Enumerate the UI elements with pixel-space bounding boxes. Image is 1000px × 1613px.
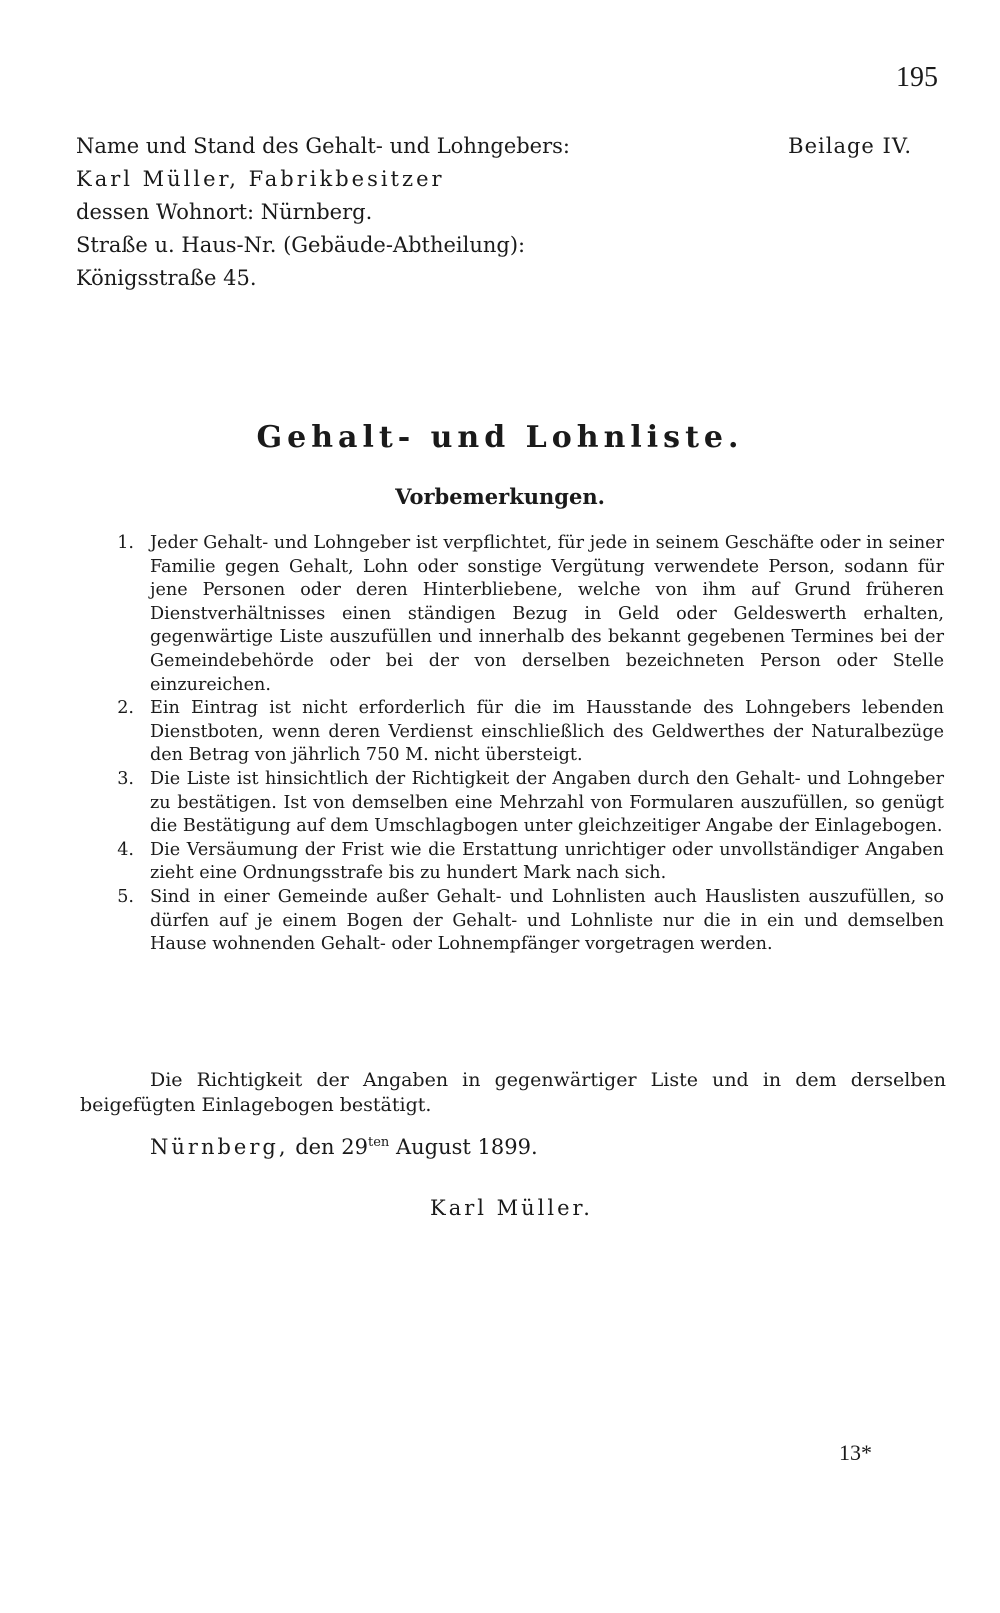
sheet-signature-mark: 13* xyxy=(839,1440,872,1465)
note-item xyxy=(100,839,944,886)
header-line-address: Königsstraße 45. xyxy=(76,266,257,290)
date-suffix: August 1899. xyxy=(395,1135,538,1159)
date-prefix: den 29 xyxy=(295,1135,368,1159)
section-heading: Vorbemerkungen. xyxy=(395,484,605,509)
note-text: Ein Eintrag ist nicht erforderlich für die im Hausstande des Lohngebers lebenden Dienstboten, wenn deren Verdienst einschließlich des Geldwerthes der Naturalbezüge den Betrag von jährlich 750 M. nicht übersteigt. xyxy=(150,698,944,766)
header-line-name-stand: Name und Stand des Gehalt- und Lohngebers: xyxy=(76,134,571,158)
page-number: 195 xyxy=(896,62,938,93)
note-number: 5. xyxy=(117,886,134,907)
beilage-label: Beilage IV. xyxy=(788,134,912,158)
note-text: Jeder Gehalt- und Lohngeber ist verpflichtet, für jede in seinem Geschäfte oder in seiner Familie gegen Gehalt, Lohn oder sonstige Vergütung verwendete Person, sodann für jene Personen oder deren Hinterbliebene, welche von ihm auf Grund früheren Dienstverhältnisses einen ständigen Bezug in Geld oder Geldeswerth erhalten, gegenwärtige Liste auszufüllen und innerhalb des bekannt gegebenen Termines bei der Gemeindebehörde oder bei der von derselben bezeichneten Person oder Stelle einzureichen. xyxy=(150,533,944,695)
note-item xyxy=(100,697,944,768)
header-line-owner: Karl Müller, Fabrikbesitzer xyxy=(76,167,445,191)
note-number: 1. xyxy=(117,533,134,553)
date-place: Nürnberg, xyxy=(150,1135,289,1159)
document-title: Gehalt- und Lohnliste. xyxy=(256,420,744,455)
date-superscript: ten xyxy=(367,1135,390,1150)
note-number: 4. xyxy=(117,839,134,860)
note-text: Sind in einer Gemeinde außer Gehalt- und Lohnlisten auch Hauslisten auszufüllen, so dürfen auf je einem Bogen der Gehalt- und Lohnliste nur die in ein und demselben Hause wohnenden Gehalt- oder Lohnempfänger vorgetragen werden. xyxy=(150,886,944,955)
header-line-wohnort: dessen Wohnort: Nürnberg. xyxy=(76,200,373,224)
header-line-strasse: Straße u. Haus-Nr. (Gebäude-Abtheilung): xyxy=(76,233,526,257)
signature: Karl Müller. xyxy=(430,1196,593,1220)
note-item xyxy=(100,886,944,957)
note-number: 2. xyxy=(117,698,134,719)
note-number: 3. xyxy=(117,768,134,789)
note-item xyxy=(100,768,944,839)
lohngeber-header xyxy=(76,130,570,295)
note-item xyxy=(100,532,944,697)
note-text: Die Liste ist hinsichtlich der Richtigkeit der Angaben durch den Gehalt- und Lohngeber zu bestätigen. Ist von demselben eine Mehrzahl von Formularen auszufüllen, so genügt die Bestätigung auf dem Umschlagbogen unter gleichzeitiger Angabe der Einlagebogen. xyxy=(150,768,944,837)
note-text: Die Versäumung der Frist wie die Erstattung unrichtiger oder unvollständiger Angaben zieht eine Ordnungsstrafe bis zu hundert Mark nach sich. xyxy=(150,839,944,884)
confirmation-statement: Die Richtigkeit der Angaben in gegenwärtiger Liste und in dem derselben beigefügten Einlagebogen bestätigt. xyxy=(80,1069,946,1116)
notes-list xyxy=(100,532,944,957)
date-line xyxy=(150,1135,538,1159)
